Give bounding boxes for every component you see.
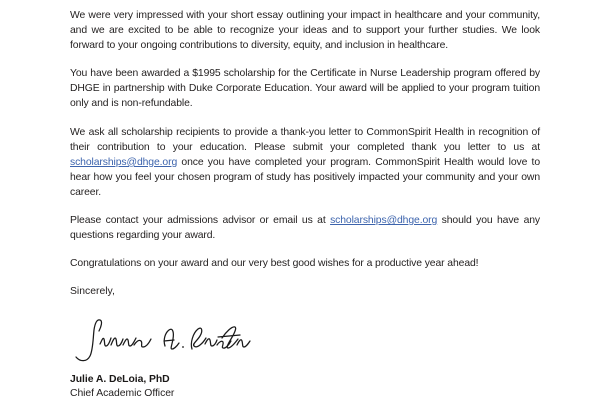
paragraph-text: We were very impressed with your short essay outlining your impact in healthcare and your community, and we are excited to be able to recognize your ideas and to support your further studies. We look forward to your ongoing contributions to diversity, equity, and inclusion in healthcare.: [70, 10, 540, 52]
paragraph-award: [70, 66, 540, 111]
signer-title: Chief Academic Officer: [70, 388, 175, 400]
paragraph-thank-you-request: [70, 125, 540, 200]
signer-name: Julie A. DeLoia, PhD: [70, 374, 170, 386]
paragraph-text: should you have any questions regarding your award.: [70, 215, 541, 242]
closing-salutation: Sincerely,: [70, 286, 115, 298]
paragraph-text: Please contact your admissions advisor or email us at: [70, 215, 331, 227]
paragraph-contact: [70, 213, 540, 243]
letter-body: [70, 8, 540, 401]
signature-image: [70, 311, 270, 369]
paragraph-congratulations: [70, 256, 540, 271]
paragraph-text: You have been awarded a $1995 scholarship for the Certificate in Nurse Leadership program offered by DHGE in partnership with Duke Corporate Education. Your award will be applied to your program tuition only and is non-refundable.: [70, 68, 540, 110]
paragraph-intro: [70, 8, 540, 53]
email-link-scholarships[interactable]: scholarships@dhge.org: [330, 215, 438, 227]
signer-block: [70, 373, 540, 401]
paragraph-text: Congratulations on your award and our very best good wishes for a productive year ahead!: [70, 258, 479, 270]
paragraph-text: We ask all scholarship recipients to provide a thank-you letter to CommonSpirit Health in recognition of their contribution to your education. Please submit your completed thank you letter to us at: [70, 126, 540, 153]
email-link-scholarships[interactable]: scholarships@dhge.org: [70, 156, 178, 168]
paragraph-text: once you have completed your program. CommonSpirit Health would love to hear how you feel your chosen program of study has positively impacted your community and your own career.: [70, 156, 540, 198]
